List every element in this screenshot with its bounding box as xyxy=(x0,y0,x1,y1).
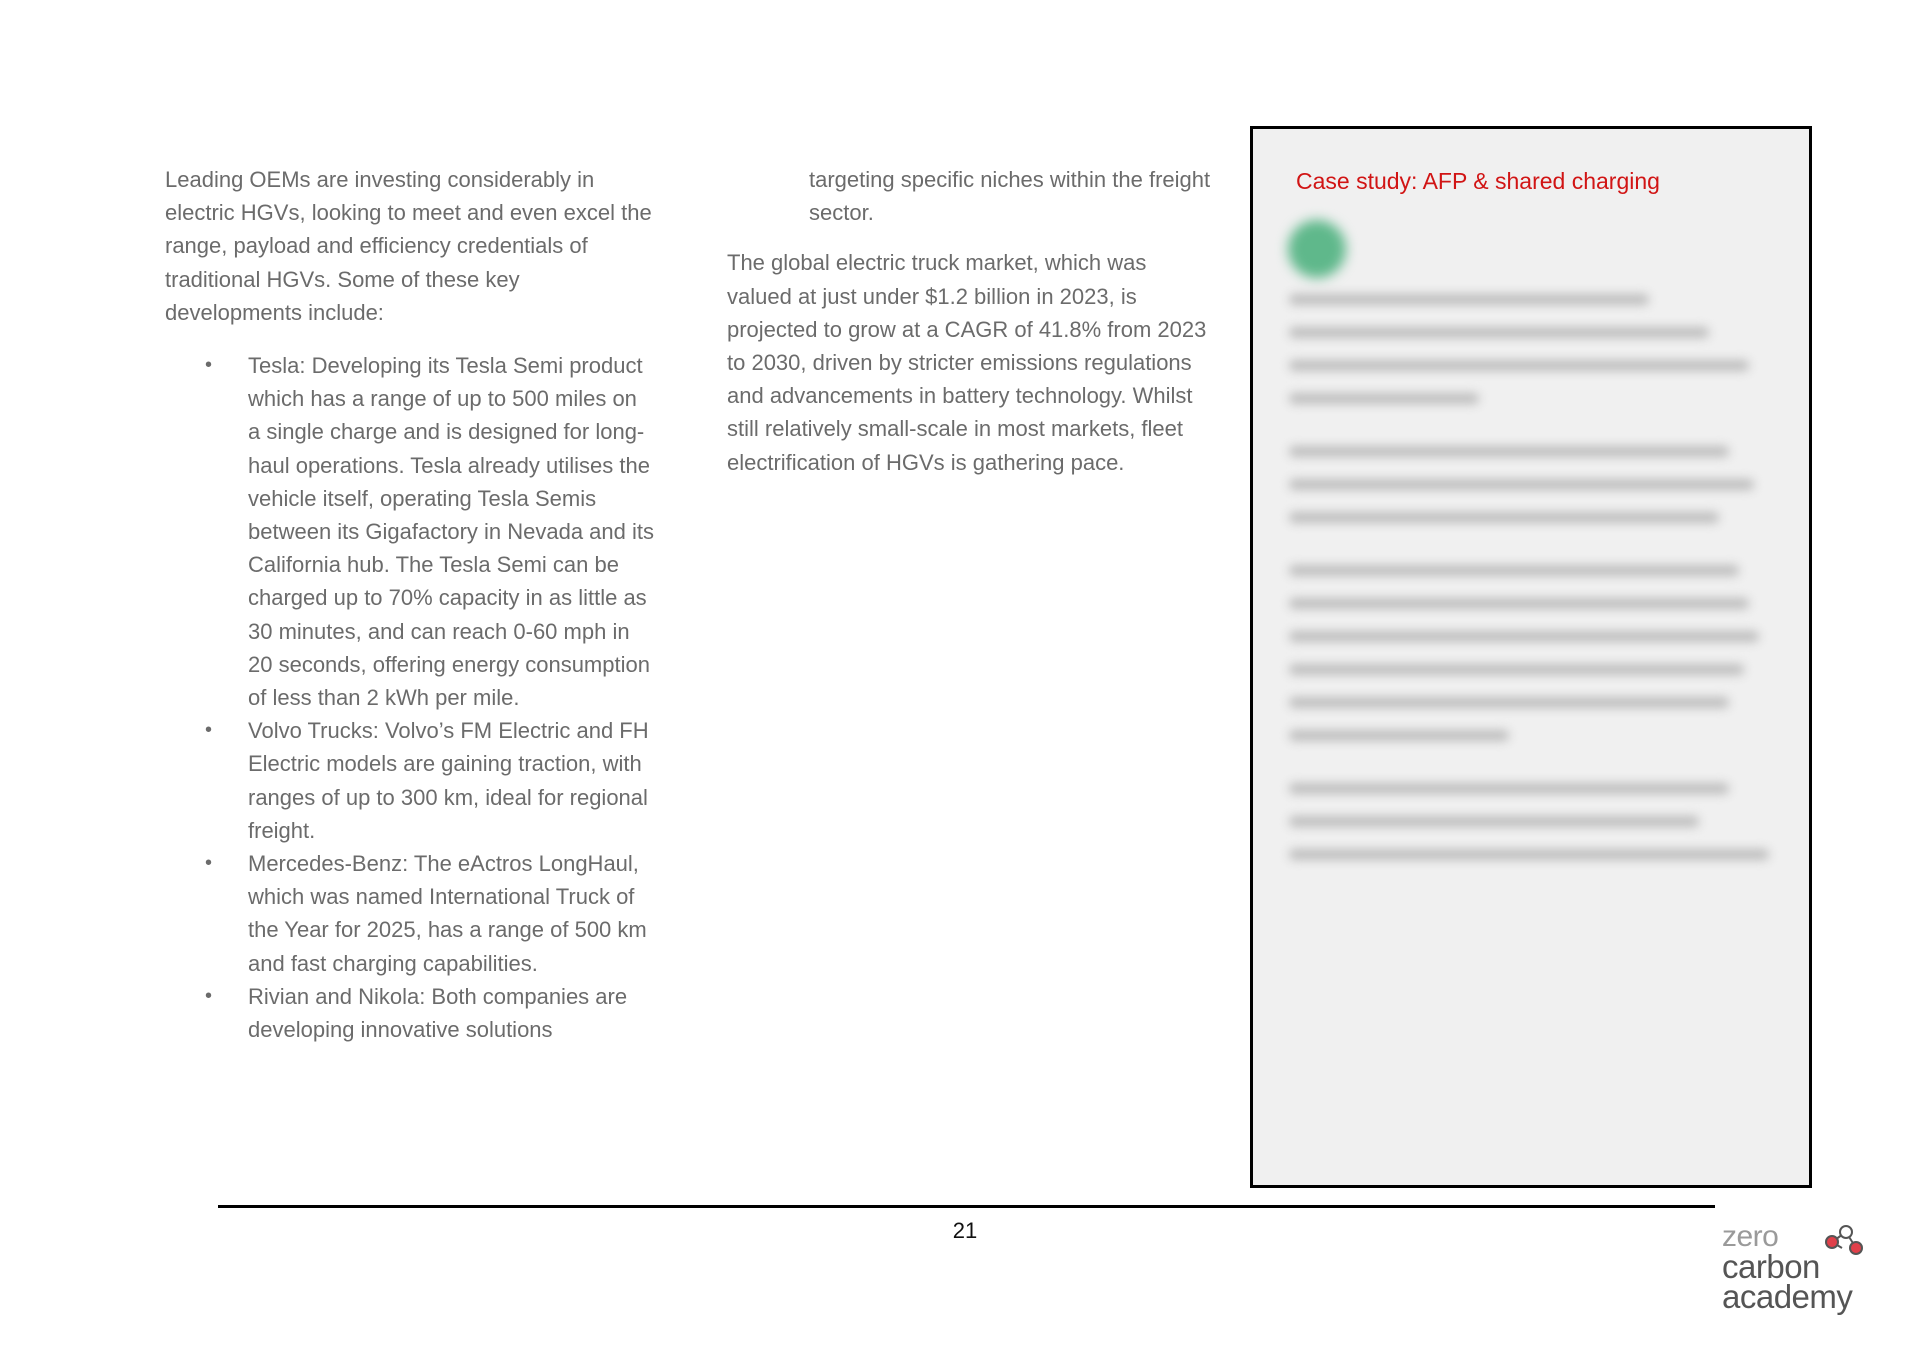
footer-divider xyxy=(218,1205,1715,1208)
market-paragraph: The global electric truck market, which was valued at just under $1.2 billion in 2023, is projected to grow at a CAGR of 41.8% from 2023 to 2030, driven by stricter emissions regulations and advancements in battery technology. Whilst still relatively small-scale in most markets, fleet electrification of HGVs is gathering pace. xyxy=(727,250,1207,475)
list-continuation: targeting specific niches within the freight sector. xyxy=(809,167,1211,226)
intro-paragraph: Leading OEMs are investing considerably in electric HGVs, looking to meet and even excel the range, payload and efficiency credentials of traditional HGVs. Some of these key developments include: xyxy=(165,167,652,325)
bullet-icon: • xyxy=(205,354,213,377)
list-item xyxy=(165,714,655,847)
case-study-title: Case study: AFP & shared charging xyxy=(1296,168,1660,194)
afp-logo-blurred xyxy=(1288,214,1548,284)
developments-list xyxy=(165,349,655,1046)
logo-line-academy: academy xyxy=(1722,1278,1853,1315)
list-item-text: Volvo Trucks: Volvo’s FM Electric and FH Electric models are gaining traction, with ranges of up to 300 km, ideal for regional freight. xyxy=(248,718,649,843)
bullet-icon: • xyxy=(205,719,213,742)
middle-column xyxy=(727,163,1217,479)
molecule-icon xyxy=(1822,1222,1868,1268)
list-item-text: Tesla: Developing its Tesla Semi product which has a range of up to 500 miles on a single charge and is designed for long-haul operations. Tesla already utilises the vehicle itself, operating Tesla Semis between its Gigafactory in Nevada and its California hub. The Tesla Semi can be charged up to 70% capacity in as little as 30 minutes, and can reach 0-60 mph in 20 seconds, offering energy consumption of less than 2 kWh per mile. xyxy=(248,353,655,711)
list-item xyxy=(165,349,655,714)
bullet-icon: • xyxy=(205,984,213,1007)
case-study-box xyxy=(1250,126,1812,1188)
logo-line-carbon: carbon xyxy=(1722,1248,1820,1285)
logo-line-zero: zero xyxy=(1722,1220,1779,1253)
zero-carbon-academy-logo xyxy=(1722,1222,1872,1322)
left-column xyxy=(165,163,655,1046)
list-item-text: Rivian and Nikola: Both companies are developing innovative solutions xyxy=(248,983,628,1043)
page-number: 21 xyxy=(952,1218,978,1243)
bullet-icon: • xyxy=(205,852,213,875)
list-item xyxy=(165,980,655,1046)
afp-logo-mark-icon xyxy=(1288,220,1346,278)
list-item xyxy=(165,847,655,980)
case-study-body-blurred xyxy=(1289,294,1769,882)
list-item-text: Mercedes-Benz: The eActros LongHaul, which was named International Truck of the Year for 2025, has a range of 500 km and fast charging capabilities. xyxy=(248,851,647,976)
